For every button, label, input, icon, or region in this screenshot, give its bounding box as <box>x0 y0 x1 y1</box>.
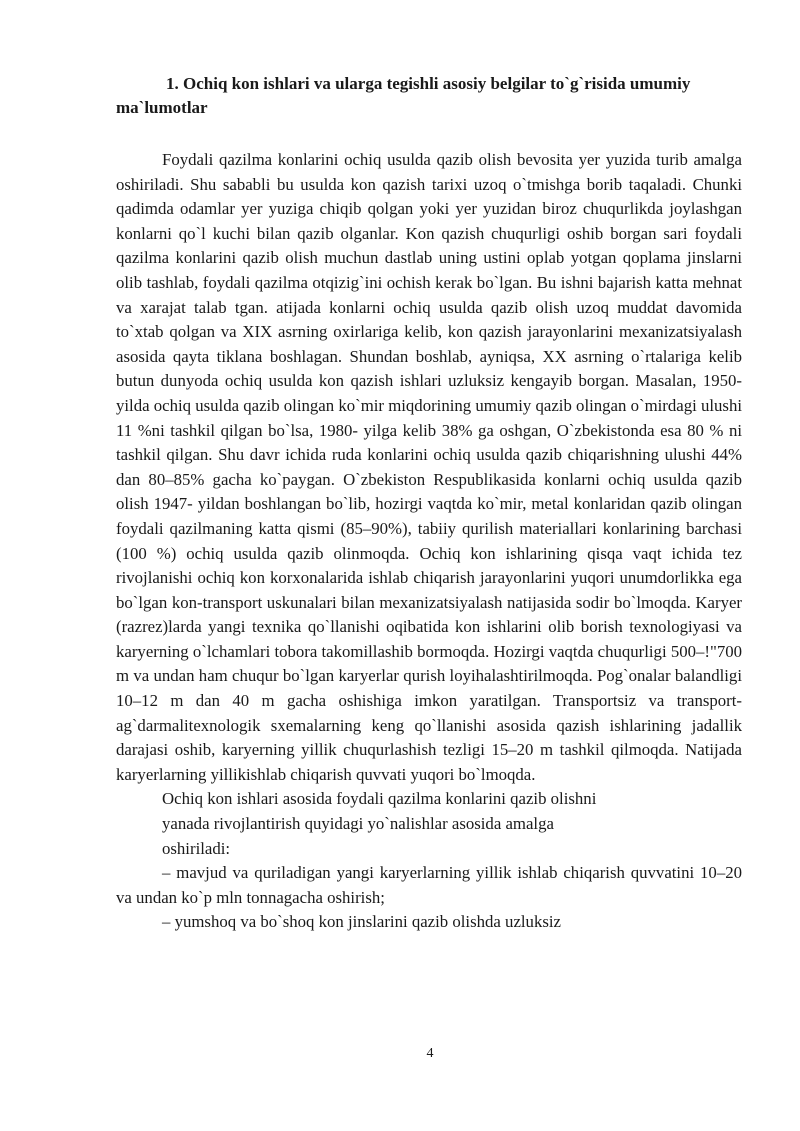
section-heading: 1. Ochiq kon ishlari va ularga tegishli asosiy belgilar to`g`risida umumiy ma`lumotlar <box>116 74 691 117</box>
body-paragraph: Foydali qazilma konlarini ochiq usulda qazib olish bevosita yer yuzida turib amalga oshiriladi. Shu sababli bu usulda kon qazish tarixi uzoq o`tmishga borib taqaladi. Chunki qadimda odamlar yer yuziga chiqib qolgan yoki yer yuzidan biroz chuqurlikda joylashgan konlarni qo`l kuchi bilan qazib olganlar. Kon qazish chuqurligi oshib borgan sari foydali qazilma konlarini qazib olish muchun dastlab uning ustini oplab yotgan qoplama jinslarni olib tashlab, foydali qazilma otqizig`ini ochish kerak bo`lgan. Bu ishni bajarish katta mehnat va xarajat talab tgan. atijada konlarni ochiq usulda qazib olish uzoq muddat davomida to`xtab qolgan va XIX asrning oxirlariga kelib, kon qazish jarayonlarini mexanizatsiyalash asosida qayta tiklana boshlagan. Shundan boshlab, ayniqsa, XX asrning o`rtalariga kelib butun dunyoda ochiq usulda kon qazish ishlari uzluksiz kengayib borgan. Masalan, 1950-yilda ochiq usulda qazib olingan ko`mir miqdorining umumiy qazib olingan o`mirdagi ulushi 11 %ni tashkil qilgan bo`lsa, 1980- yilga kelib 38% ga oshgan, O`zbekistonda esa 80 % ni tashkil qilgan. Shu davr ichida ruda konlarini ochiq usulda qazib chiqarishning ulushi 44% dan 80–85% gacha ko`paygan. O`zbekiston Respublikasida konlarni ochiq usulda qazib olish 1947- yildan boshlangan bo`lib, hozirgi vaqtda ko`mir, metal konlaridan qazib olingan foydali qazilmaning katta qismi (85–90%), tabiiy qurilish materiallari konlarining barchasi (100 %) ochiq usulda qazib olinmoqda. Ochiq kon ishlarining qisqa vaqt ichida tez rivojlanishi ochiq kon korxonalarida ishlab chiqarish jarayonlarini yuqori unumdorlikka ega bo`lgan kon-transport uskunalari bilan mexanizatsiyalash natijasida sodir bo`lmoqda. Karyer (razrez)larda yangi texnika qo`llanishi oqibatida kon ishlarini olib borish texnologiyasi va karyerning o`lchamlari tobora takomillashib bormoqda. Hozirgi vaqtda chuqurligi 500–!"700 m va undan ham chuqur bo`lgan karyerlar qurish loyihalashtirilmoqda. Pog`onalar balandligi 10–12 m dan 40 m gacha oshishiga imkon yaratilgan. Transportsiz va transport-ag`darmalitexnologik sxemalarning keng qo`llanishi asosida qazish ishlarining jadallik darajasi oshib, karyerning yillik chuqurlashish tezligi 15–20 m tashkil qilmoqda. Natijada karyerlarning yillikishlab chiqarish quvvati yuqori bo`lmoqda. <box>116 150 742 784</box>
page-number: 4 <box>426 1046 434 1061</box>
bullet-item: – yumshoq va bo`shoq kon jinslarini qazib olishda uzluksiz <box>162 912 561 932</box>
bullet-item: – mavjud va quriladigan yangi karyerlarning yillik ishlab chiqarish quvvatini 10–20 va undan ko`p mln tonnagacha oshirish; <box>116 863 742 907</box>
document-page <box>116 72 742 935</box>
intro-paragraph: Ochiq kon ishlari asosida foydali qazilma konlarini qazib olishni yanada rivojlantirish quyidagi yo`nalishlar asosida amalga oshiriladi: <box>162 789 597 858</box>
